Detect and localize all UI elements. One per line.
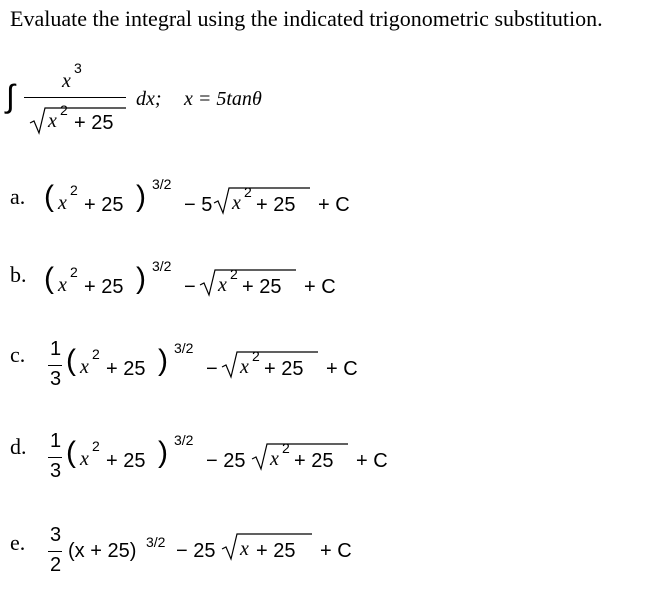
choice-e-frac-den: 2 (50, 554, 62, 576)
choice-c-rad-var: x (240, 356, 249, 378)
choice-b-paren-close: ) (136, 262, 146, 295)
choice-c-tail: + C (326, 358, 358, 380)
choice-c-plus25: + 25 (106, 358, 146, 380)
choice-b-rad-var: x (218, 274, 227, 296)
choice-b-rad-exp: 2 (230, 266, 238, 282)
integrand-fraction-bar (24, 97, 126, 98)
choice-c-letter: c. (10, 342, 26, 367)
choice-d-plus25: + 25 (106, 450, 146, 472)
choice-a-rad-exp: 2 (244, 184, 252, 200)
choice-d-frac-den: 3 (50, 460, 62, 482)
question-prompt: Evaluate the integral using the indicated trigonometric substitution. (10, 6, 603, 31)
choice-d-paren-close: ) (158, 436, 168, 469)
choice-e-rad-var: x (240, 538, 249, 560)
integral-sign: ∫ (6, 78, 15, 114)
choice-e-frac-bar (48, 551, 62, 552)
choice-c-frac-bar (48, 365, 62, 366)
choice-b-letter: b. (10, 262, 27, 287)
choice-d-minus-coef: − 25 (206, 450, 246, 472)
integrand-radicand-rest: + 25 (74, 112, 114, 134)
choice-c-outer-exp: 3/2 (174, 340, 194, 356)
choice-b-paren-open: ( (44, 262, 54, 295)
choice-b-plus25: + 25 (84, 276, 124, 298)
choice-c-rad-rest: + 25 (264, 358, 304, 380)
choice-a-minus-coef: − 5 (184, 194, 213, 216)
choice-e-tail: + C (320, 540, 352, 562)
choice-c-x-exp: 2 (92, 346, 100, 362)
choice-a-paren-close: ) (136, 180, 146, 213)
choice-c-paren-close: ) (158, 344, 168, 377)
integrand-numerator-base: x (62, 70, 71, 92)
choice-a-rad-rest: + 25 (256, 194, 296, 216)
choice-e-rad-rest: + 25 (256, 540, 296, 562)
choice-d-rad-var: x (270, 448, 279, 470)
choice-d-tail: + C (356, 450, 388, 472)
choice-d-letter: d. (10, 434, 27, 459)
choice-b-tail: + C (304, 276, 336, 298)
choice-a-plus25: + 25 (84, 194, 124, 216)
choice-b-x-exp: 2 (70, 264, 78, 280)
choice-c-rad-exp: 2 (252, 348, 260, 364)
substitution-text (184, 88, 262, 111)
choice-a-letter: a. (10, 184, 26, 209)
choice-d-frac-num: 1 (50, 430, 62, 452)
choice-d-x: x (80, 448, 89, 470)
choice-e-letter: e. (10, 530, 26, 555)
choice-d-x-exp: 2 (92, 438, 100, 454)
choice-d-rad-rest: + 25 (294, 450, 334, 472)
choice-d-outer-exp: 3/2 (174, 432, 194, 448)
choice-e-minus-coef: − 25 (176, 540, 216, 562)
choice-d-rad-exp: 2 (282, 440, 290, 456)
integrand-numerator-exponent: 3 (74, 60, 82, 76)
choice-e-frac-num: 3 (50, 524, 62, 546)
choice-e-outer-exp: 3/2 (146, 534, 166, 550)
choice-c-x: x (80, 356, 89, 378)
choice-a-paren-open: ( (44, 180, 54, 213)
choice-d-paren-open: ( (66, 436, 76, 469)
integrand-radicand-var: x (48, 110, 57, 132)
choice-e-linear: (x + 25) (68, 540, 137, 562)
choice-b-x: x (58, 274, 67, 296)
integrand-differential: dx; (136, 88, 162, 110)
choice-c-frac-den: 3 (50, 368, 62, 390)
choice-b-outer-exp: 3/2 (152, 258, 172, 274)
substitution-theta: θ (251, 88, 262, 110)
choice-b-rad-rest: + 25 (242, 276, 282, 298)
choice-c-frac-num: 1 (50, 338, 62, 360)
substitution-label: x = 5tan (184, 88, 252, 110)
choice-a-rad-var: x (232, 192, 241, 214)
choice-b-minus: − (184, 276, 196, 298)
choice-c-minus: − (206, 358, 218, 380)
choice-d-frac-bar (48, 457, 62, 458)
choice-a-outer-exp: 3/2 (152, 176, 172, 192)
integrand-radicand-exponent: 2 (60, 102, 68, 118)
choice-a-x-exp: 2 (70, 182, 78, 198)
choice-c-paren-open: ( (66, 344, 76, 377)
choice-a-tail: + C (318, 194, 350, 216)
choice-a-x: x (58, 192, 67, 214)
